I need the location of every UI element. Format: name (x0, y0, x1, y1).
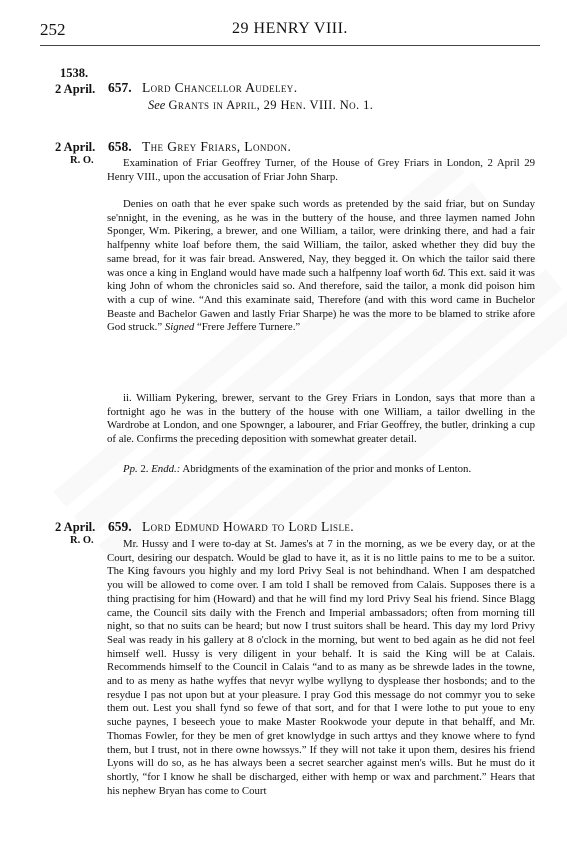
running-title: 29 HENRY VIII. (232, 20, 348, 37)
entry-657-year: 1538. (60, 66, 89, 80)
p4-endorsement: Abridgments of the examination of the prior and monks of Lenton. (180, 463, 472, 475)
see-reference: Grants in April, 29 Hen. VIII. No. 1. (168, 98, 374, 112)
entry-659-paragraph-1: Mr. Hussy and I were to-day at St. James's at 7 in the morning, as we be every day, or at the Court, desiring our despatch. Would be glad to have it, as it is no little pains to me to be a suitor. The King favours you highly and my lord Privy Seal is not behindhand. When I am despatched you will be allowed to come over. I am told I shall be removed from Calais. Supposes there is a thing practising for him (Howard) and that he will find my lord Privy Seal his friend. Since Blagg came, the Council sits daily with the French and Imperial ambassadors; often from morning till night, so that no suits can be heard; but now I trust suitors shall be heard. This day my lord Privy Seal was ready in his gallery at 8 o'clock in the morning, but went to bed again as he did not feel himself well. Hussy is very diligent in your behalf. It is said the King will be at Calais. Recommends himself to the Council in Calais “and to as many as be shrewde lades in the towne, and to as meny as hathe wyffes that nevyr wylbe wyllyng to dysplease ther hosbonds; and to the resydue I pas not upon but at your pleasure. I pray God this message do not commyr you to seke them out. Lest you shall fynd so fewe of that sort, and for that I were lothe to put youe to eny suche paynes, I beseech youe to make Master Rookwode your depute in that behalff, and Mr. Thomas Fowler, for they be men of gret knowlydge in such arttys and they knowe where to fynd them, but I trust, not in there owne howssys.” If they will not take it upon them, desires his friend Lyons will do so, as he has always been a secret searcher against men's wills. But he must do it shortly, “for I know he shall be discharged, either with hemp or wax and parchment.” Hears that his nephew Bryan has come to Court (107, 538, 535, 797)
entry-659-source: R. O. (70, 535, 94, 546)
p2-signed: Signed (164, 321, 195, 334)
entry-658-paragraph-2 (107, 198, 535, 335)
entry-659-heading (108, 519, 354, 535)
p4-pages: 2. (137, 463, 152, 475)
entry-658-margin (55, 140, 95, 168)
entry-659-margin (55, 520, 95, 548)
page-number: 252 (40, 20, 66, 39)
header-rule (40, 45, 540, 46)
entry-659-title: Lord Edmund Howard to Lord Lisle. (142, 519, 355, 534)
p4-endd-label: Endd.: (151, 463, 181, 475)
p2-pence: d. (437, 266, 446, 279)
entry-657-heading (108, 80, 297, 96)
entry-658-paragraph-3: ii. William Pykering, brewer, servant to the Grey Friars in London, says that more than a fortnight ago he was in the buttery of the house with one William, a tailor dwelling in the Wardrobe at London, and one Spownger, a labourer, and Friar Geoffrey, the butler, drinking a cup of ale. Confirms the preceding deposition with somewhat greater detail. (107, 392, 535, 446)
p2-text-a: Denies on oath that he ever spake such words as pretended by the said friar, but on Sunday se'nnight, in the evening, as he was in the buttery of the house, and three laymen named John Sponger, Wm. Pikering, a brewer, and one William, a tailor, were drinking there, and had a fair halfpenny white loaf before them, the said William, the tailor, asked whether they did buy the same bread, for it was fair bread. Answered, Nay, they begged it. On which the tailor said there was once a king in England would have made such a halfpenny loaf worth 6 (107, 198, 535, 279)
entry-657-number: 657. (108, 80, 132, 95)
entry-658-source: R. O. (70, 155, 94, 166)
entry-657-title: Lord Chancellor Audeley. (142, 80, 298, 95)
p2-text-c: “Frere Jeffere Turnere.” (194, 321, 301, 334)
entry-658-number: 658. (108, 139, 132, 154)
entry-658-paragraph-1: Examination of Friar Geoffrey Turner, of the House of Grey Friars in London, 2 April 29 Henry VIII., upon the accusation of Friar John Sharp. (107, 157, 535, 183)
entry-658-paragraph-4 (107, 463, 535, 477)
entry-658-date: 2 April. (55, 140, 96, 154)
p2-text-b: This ext. said it was king John of whom the chronicles said so. And therefore, said the tailor, a monk did poison him with a cup of wine. “And this examinate said, Therefore (and with this word came in Buchelor Beaste and Bachelor Gawen and lastly Friar Sharpe) he was the more to be blamed to strike afore God struck.” (107, 266, 535, 334)
see-label: See (148, 98, 166, 112)
entry-657-see (148, 98, 373, 113)
entry-658-title: The Grey Friars, London. (142, 139, 292, 154)
p4-pages-label: Pp. (123, 463, 138, 475)
entry-659-date: 2 April. (55, 520, 96, 534)
page-header (40, 20, 540, 42)
entry-659-number: 659. (108, 519, 132, 534)
entry-658-heading (108, 139, 291, 155)
entry-657-date: 2 April. (55, 82, 96, 96)
